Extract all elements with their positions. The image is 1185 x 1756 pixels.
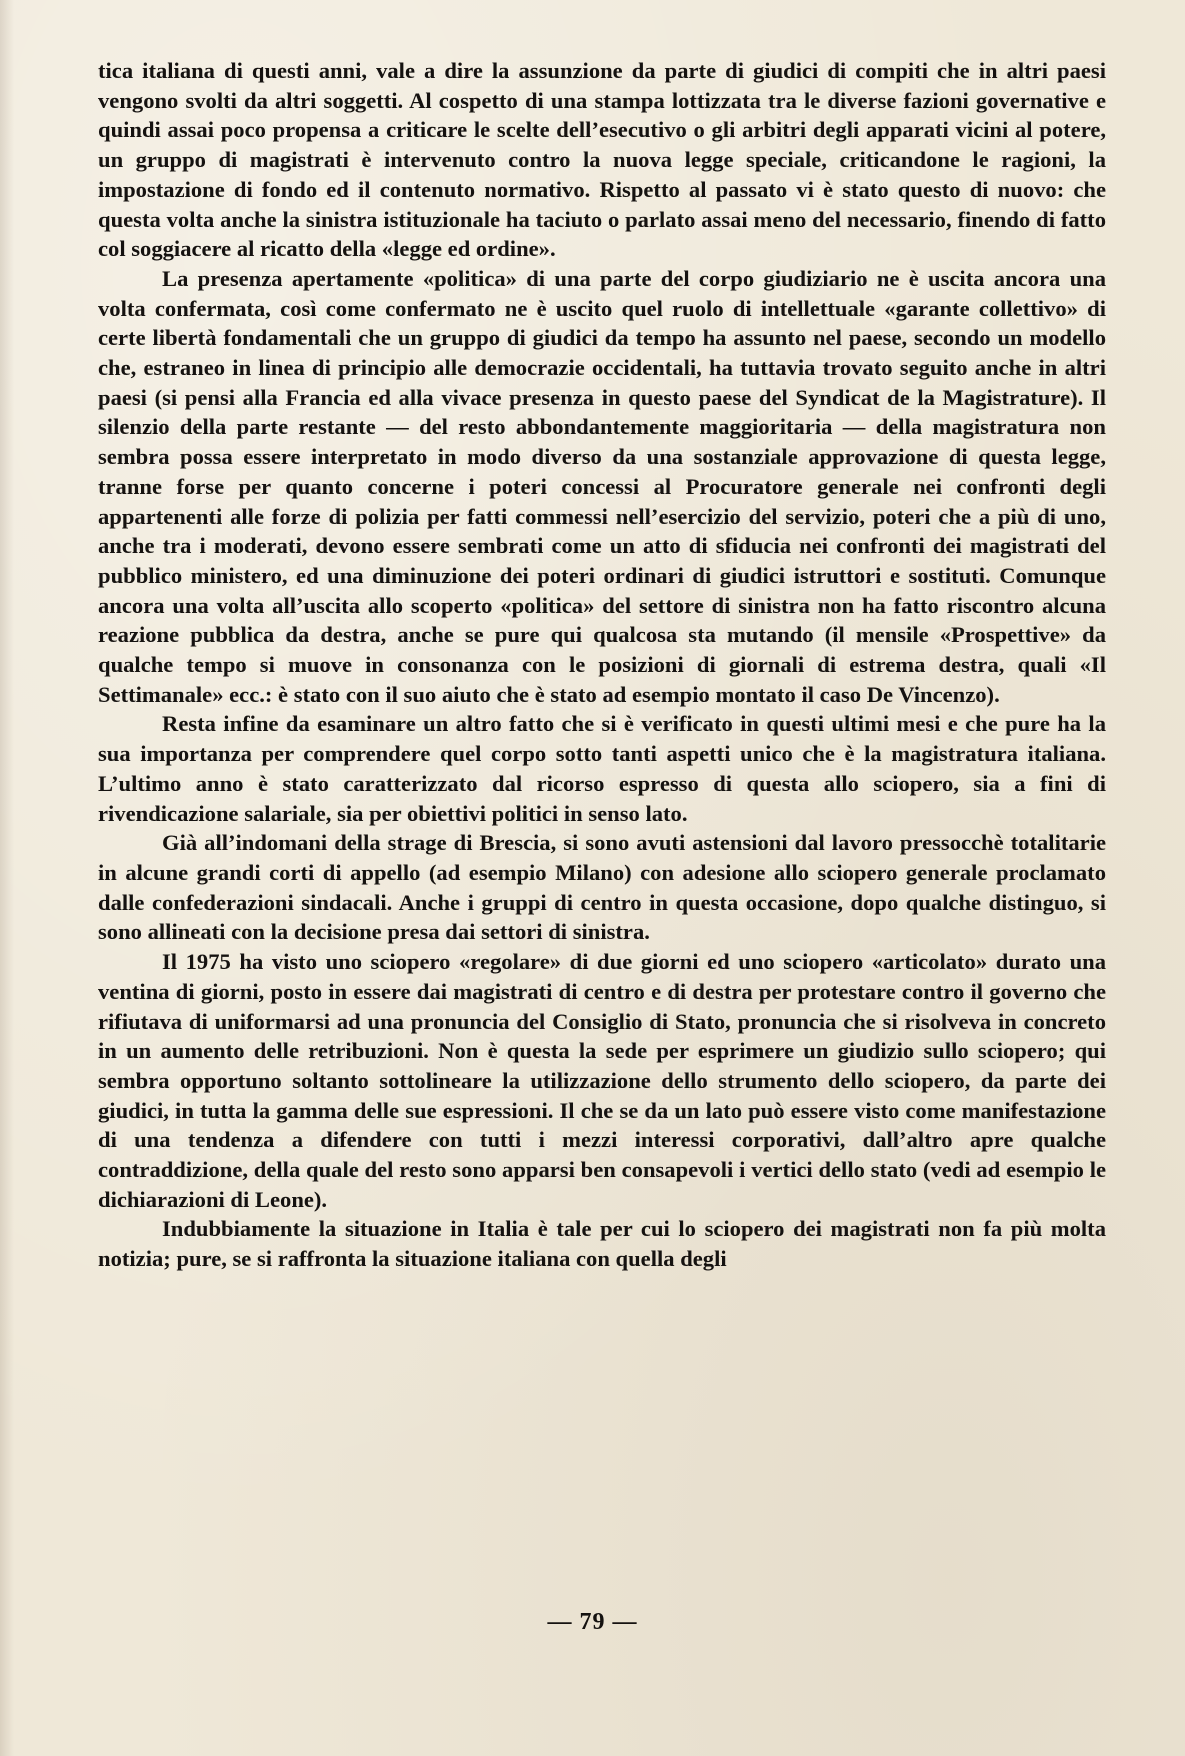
page-edge-shadow [0, 0, 14, 1756]
paragraph-1: tica italiana di questi anni, vale a dire la assunzione da parte di giudici di compiti che in altri paesi vengono svolti da altri soggetti. Al cospetto di una stampa lottizzata tra le diverse fazioni governative e quindi assai poco propensa a criticare le scelte dell’esecutivo o gli arbitri degli apparati vicini al potere, un gruppo di magistrati è intervenuto contro la nuova legge speciale, criticandone le ragioni, la impostazione di fondo ed il contenuto normativo. Rispetto al passato vi è stato questo di nuovo: che questa volta anche la sinistra istituzionale ha taciuto o parlato assai meno del necessario, finendo di fatto col soggiacere al ricatto della «legge ed ordine». [98, 58, 1106, 262]
paragraph-5: Il 1975 ha visto uno sciopero «regolare» di due giorni ed uno sciopero «articolato» durato una ventina di giorni, posto in essere dai magistrati di centro e di destra per protestare contro il governo che rifiutava di uniformarsi ad una pronuncia del Consiglio di Stato, pronuncia che si risolveva in concreto in un aumento delle retribuzioni. Non è questa la sede per esprimere un giudizio sullo sciopero; qui sembra opportuno soltanto sottolineare la utilizzazione dello strumento dello sciopero, da parte dei giudici, in tutta la gamma delle sue espressioni. Il che se da un lato può essere visto come manifestazione di una tendenza a difendere con tutti i mezzi interessi corporativi, dall’altro apre qualche contraddizione, della quale del resto sono apparsi ben consapevoli i vertici dello stato (vedi ad esempio le dichiarazioni di Leone). [98, 949, 1106, 1212]
page-number: — 79 — [547, 1609, 638, 1635]
paragraph-4: Già all’indomani della strage di Brescia, si sono avuti astensioni dal lavoro pressocchè totalitarie in alcune grandi corti di appello (ad esempio Milano) con adesione allo sciopero generale proclamato dalle confederazioni sindacali. Anche i gruppi di centro in questa occasione, dopo qualche distinguo, si sono allineati con la decisione presa dai settori di sinistra. [98, 830, 1106, 945]
body-text [98, 56, 1106, 1274]
paragraph-6: Indubbiamente la situazione in Italia è tale per cui lo sciopero dei magistrati non fa più molta notizia; pure, se si raffronta la situazione italiana con quella degli [98, 1216, 1106, 1272]
paragraph-3: Resta infine da esaminare un altro fatto che si è verificato in questi ultimi mesi e che pure ha la sua importanza per comprendere quel corpo sotto tanti aspetti unico che è la magistratura italiana. L’ultimo anno è stato caratterizzato dal ricorso espresso di questa allo sciopero, sia a fini di rivendicazione salariale, sia per obiettivi politici in senso lato. [98, 711, 1106, 826]
paragraph-2: La presenza apertamente «politica» di una parte del corpo giudiziario ne è uscita ancora una volta confermata, così come confermato ne è uscito quel ruolo di intellettuale «garante collettivo» di certe libertà fondamentali che un gruppo di giudici da tempo ha assunto nel paese, secondo un modello che, estraneo in linea di principio alle democrazie occidentali, ha tuttavia trovato seguito anche in altri paesi (si pensi alla Francia ed alla vivace presenza in questo paese del Syndicat de la Magistrature). Il silenzio della parte restante — del resto abbondantemente maggioritaria — della magistratura non sembra possa essere interpretato in modo diverso da una sostanziale approvazione di questa legge, tranne forse per quanto concerne i poteri concessi al Procuratore generale nei confronti degli appartenenti alle forze di polizia per fatti commessi nell’esercizio del servizio, poteri che a più di uno, anche tra i moderati, devono essere sembrati come un atto di sfiducia nei confronti dei magistrati del pubblico ministero, ed una diminuzione dei poteri ordinari di giudici istruttori e sostituti. Comunque ancora una volta all’uscita allo scoperto «politica» del settore di sinistra non ha fatto riscontro alcuna reazione pubblica da destra, anche se pure qui qualcosa sta mutando (il mensile «Prospettive» da qualche tempo si muove in consonanza con le posizioni di giornali di estrema destra, quali «Il Settimanale» ecc.: è stato con il suo aiuto che è stato ad esempio montato il caso De Vincenzo). [98, 265, 1106, 707]
